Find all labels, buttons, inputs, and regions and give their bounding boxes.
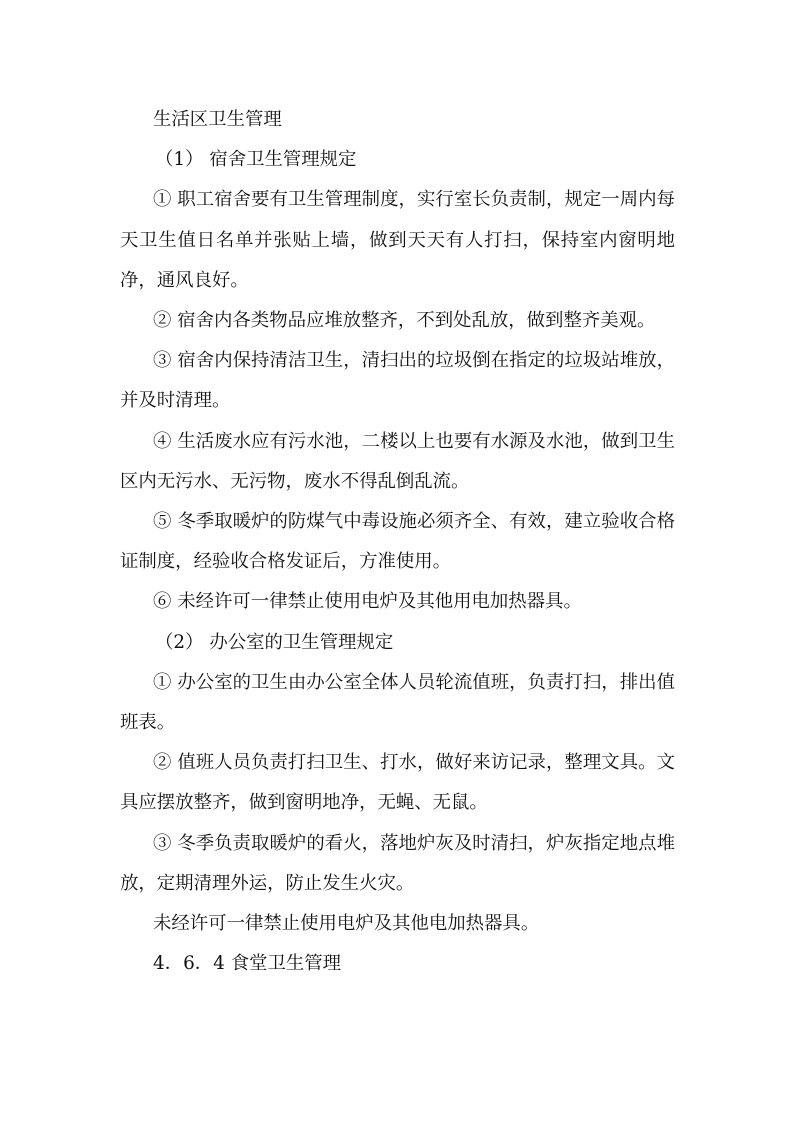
section-title: 生活区卫生管理 bbox=[153, 109, 282, 130]
office-rule-3: ③ 冬季负责取暖炉的看火，落地炉灰及时清扫，炉灰指定地点堆放，定期清理外运，防止发生火灾。 bbox=[120, 832, 675, 894]
dorm-rule-1: ① 职工宿舍要有卫生管理制度，实行室长负责制，规定一周内每天卫生值日名单并张贴上墙，做到天天有人打扫，保持室内窗明地净，通风良好。 bbox=[120, 189, 675, 291]
next-section-heading: 4．6．4 食堂卫生管理 bbox=[153, 953, 342, 975]
dorm-rule-4: ④ 生活废水应有污水池，二楼以上也要有水源及水池，做到卫生区内无污水、无污物，废水不得乱倒乱流。 bbox=[120, 430, 675, 492]
dorm-rule-3: ③ 宿舍内保持清洁卫生，清扫出的垃圾倒在指定的垃圾站堆放，并及时清理。 bbox=[120, 350, 675, 412]
office-rule-1: ① 办公室的卫生由办公室全体人员轮流值班，负责打扫，排出值班表。 bbox=[120, 671, 675, 734]
office-rule-2: ② 值班人员负责打扫卫生、打水，做好来访记录，整理文具。文具应摆放整齐，做到窗明地净，无蝇、无鼠。 bbox=[120, 752, 675, 814]
closing-note: 未经许可一律禁止使用电炉及其他电加热器具。 bbox=[153, 913, 540, 935]
dorm-rule-5: ⑤ 冬季取暖炉的防煤气中毒设施必须齐全、有效，建立验收合格证制度，经验收合格发证后，方准使用。 bbox=[120, 511, 675, 573]
dorm-rule-2: ② 宿舍内各类物品应堆放整齐，不到处乱放，做到整齐美观。 bbox=[153, 310, 656, 332]
dorm-rule-6: ⑥ 未经许可一律禁止使用电炉及其他用电加热器具。 bbox=[153, 591, 582, 613]
subsection-title-office: （2） 办公室的卫生管理规定 bbox=[155, 631, 394, 653]
subsection-title-dormitory: （1） 宿舍卫生管理规定 bbox=[155, 149, 357, 171]
document-page bbox=[120, 100, 675, 984]
